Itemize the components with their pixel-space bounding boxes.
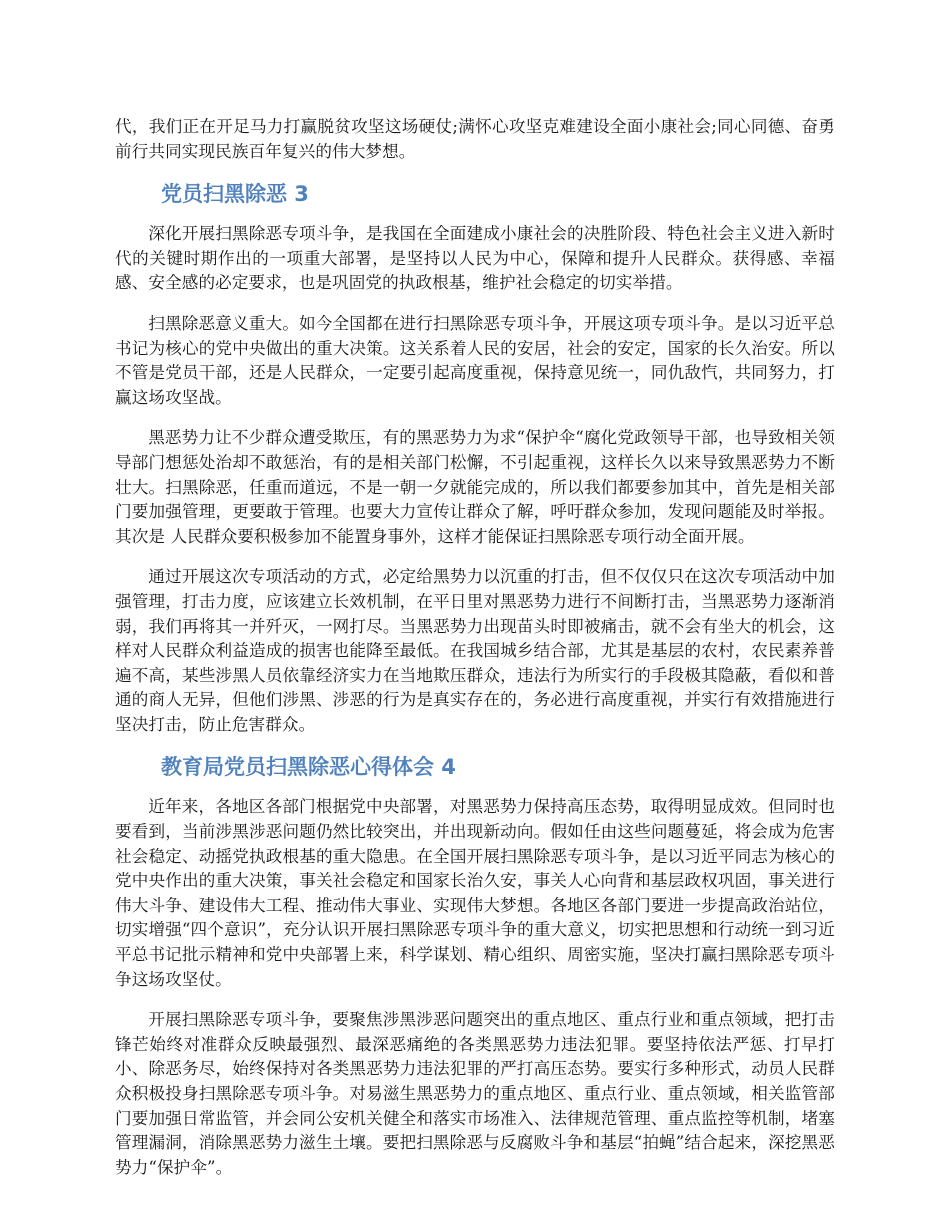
section-4-paragraph-1: 近年来，各地区各部门根据党中央部署，对黑恶势力保持高压态势，取得明显成效。但同时也要看到，当前涉黑涉恶问题仍然比较突出，并出现新动向。假如任由这些问题蔓延，将会成为危害社会稳定、动摇党执政根基的重大隐患。在全国开展扫黑除恶专项斗争，是以习近平同志为核心的党中央作出的重大决策，事关社会稳定和国家长治久安，事关人心向背和基层政权巩固，事关进行伟大斗争、建设伟大工程、推动伟大事业、实现伟大梦想。各地区各部门要进一步提高政治站位，切实增强“四个意识”，充分认识开展扫黑除恶专项斗争的重大意义，切实把思想和行动统一到习近平总书记批示精神和党中央部署上来，科学谋划、精心组织、周密实施，坚决打赢扫黑除恶专项斗争这场攻坚仗。 xyxy=(115,797,835,989)
intro-tail-paragraph: 代，我们正在开足马力打赢脱贫攻坚这场硬仗;满怀心攻坚克难建设全面小康社会;同心同德、奋勇前行共同实现民族百年复兴的伟大梦想。 xyxy=(115,117,835,161)
section-3-paragraph-1: 深化开展扫黑除恶专项斗争，是我国在全面建成小康社会的决胜阶段、特色社会主义进入新时代的关键时期作出的一项重大部署，是坚持以人民为中心，保障和提升人民群众。获得感、幸福感、安全感的必定要求，也是巩固党的执政根基，维护社会稳定的切实举措。 xyxy=(115,224,835,293)
section-3-paragraph-4: 通过开展这次专项活动的方式，必定给黑势力以沉重的打击，但不仅仅只在这次专项活动中加强管理，打击力度，应该建立长效机制，在平日里对黑恶势力进行不间断打击，当黑恶势力逐渐消弱，我们再将其一并歼灭，一网打尽。当黑恶势力出现苗头时即被痛击，就不会有坐大的机会，这样对人民群众利益造成的损害也能降至最低。在我国城乡结合部，尤其是基层的农村，农民素养普遍不高，某些涉黑人员依靠经济实力在当地欺压群众，违法行为所实行的手段极其隐蔽，看似和普通的商人无异，但他们涉黑、涉恶的行为是真实存在的，务必进行高度重视，并实行有效措施进行坚决打击，防止危害群众。 xyxy=(115,567,835,734)
section-3-paragraph-2: 扫黑除恶意义重大。如今全国都在进行扫黑除恶专项斗争，开展这项专项斗争。是以习近平总书记为核心的党中央做出的重大决策。这关系着人民的安居，社会的安定，国家的长久治安。所以不管是党员干部，还是人民群众，一定要引起高度重视，保持意见统一，同仇敌忾，共同努力，打赢这场攻坚战。 xyxy=(115,313,835,407)
section-4-paragraph-2: 开展扫黑除恶专项斗争，要聚焦涉黑涉恶问题突出的重点地区、重点行业和重点领域，把打击锋芒始终对准群众反映最强烈、最深恶痛绝的各类黑恶势力违法犯罪。要坚持依法严惩、打早打小、除恶务尽，始终保持对各类黑恶势力违法犯罪的严打高压态势。要实行多种形式，动员人民群众积极投身扫黑除恶专项斗争。对易滋生黑恶势力的重点地区、重点行业、重点领域，相关监管部门要加强日常监管，并会同公安机关健全和落实市场准入、法律规范管理、重点监控等机制，堵塞管理漏洞，消除黑恶势力滋生土壤。要把扫黑除恶与反腐败斗争和基层“拍蝇”结合起来，深挖黑恶势力“保护伞”。 xyxy=(115,1010,835,1177)
section-4-heading: 教育局党员扫黑除恶心得体会 4 xyxy=(161,755,456,780)
section-3-heading: 党员扫黑除恶 3 xyxy=(161,182,309,207)
section-3-paragraph-3: 黑恶势力让不少群众遭受欺压，有的黑恶势力为求“保护伞“腐化党政领导干部，也导致相关领导部门想惩处治却不敢惩治，有的是相关部门松懈，不引起重视，这样长久以来导致黑恶势力不断壮大。扫黑除恶，任重而道远，不是一朝一夕就能完成的，所以我们都要参加其中，首先是相关部门要加强管理，更要敢于管理。也要大力宣传让群众了解，呼吁群众参加，发现问题能及时举报。其次是 人民群众要积极参加不能置身事外，这样才能保证扫黑除恶专项行动全面开展。 xyxy=(115,428,835,546)
